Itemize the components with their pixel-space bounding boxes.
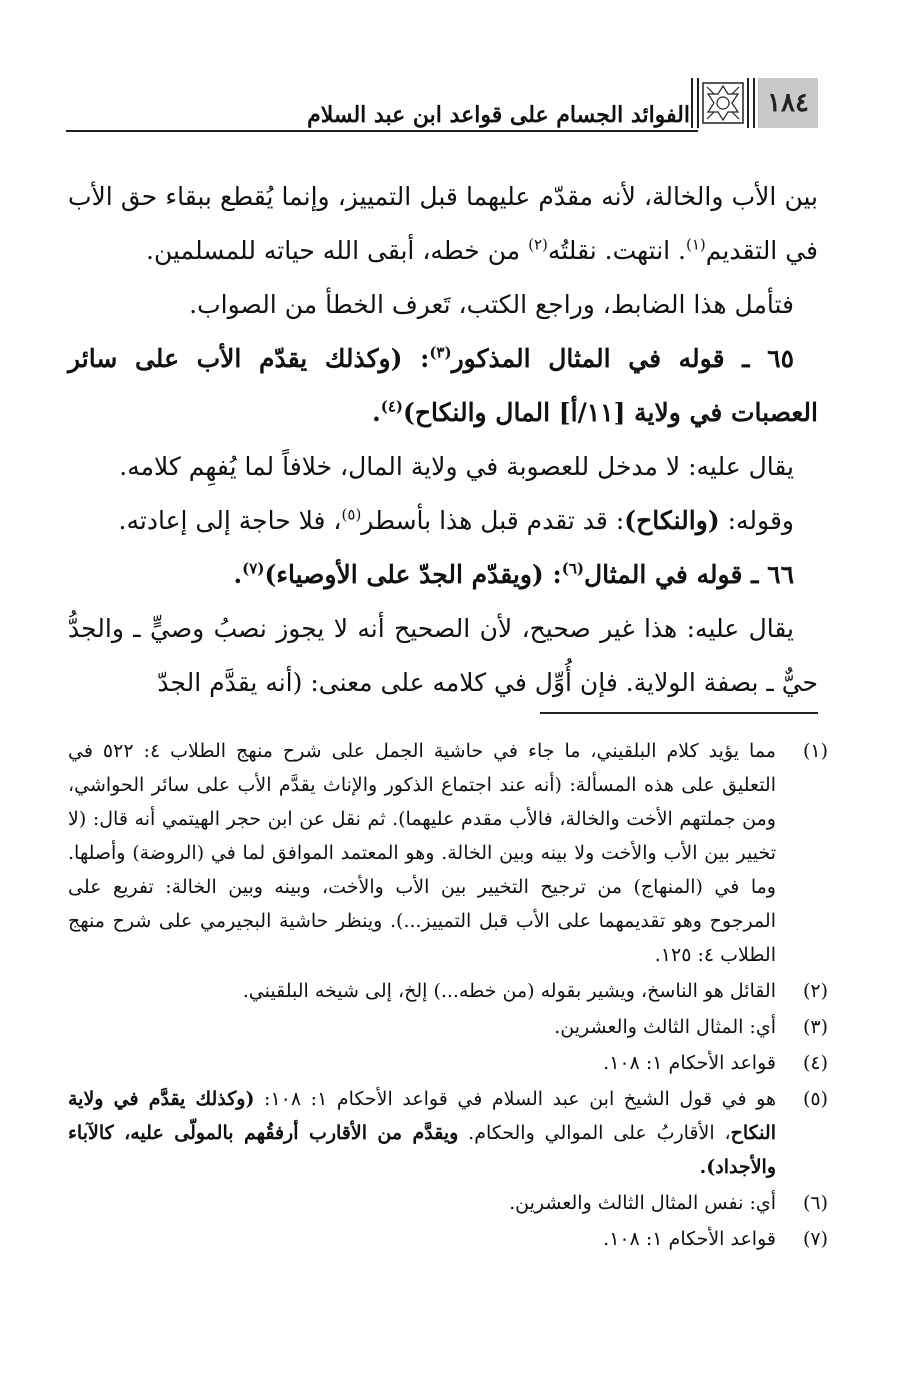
- bold-span: (والنكاح): [624, 506, 720, 535]
- footnote-text: أي: المثال الثالث والعشرين.: [554, 1016, 776, 1038]
- text-span: وقوله:: [719, 506, 794, 535]
- footnote-number: (٧): [802, 1228, 828, 1250]
- text-span: ، فلا حاجة إلى إعادته.: [118, 506, 342, 535]
- footnote-text: [68, 1082, 776, 1184]
- footnote-number: (٥): [802, 1088, 828, 1110]
- text-span: .: [233, 560, 243, 589]
- text-span: ، الأقاربُ على الموالي والحكام.: [458, 1122, 731, 1144]
- footnote: [68, 1010, 828, 1044]
- text-span: ٦٥ ـ قوله في المثال المذكور: [451, 344, 794, 373]
- footnote: [68, 1082, 828, 1184]
- text-span: : قد تقدم قبل هذا بأسطر: [361, 506, 625, 535]
- paragraph: يقال عليه: هذا غير صحيح، لأن الصحيح أنه لا يجوز نصبُ وصيٍّ ـ والجدُّ حيٌّ ـ بصفة الولاية. فإن أُوِّل في كلامه على معنى: (أنه يقدَّم الجدّ: [68, 614, 818, 697]
- footnotes: [68, 734, 828, 1258]
- footnote-text: قواعد الأحكام ١: ١٠٨.: [603, 1052, 776, 1074]
- text-span: ٦٦ ـ قوله في المثال: [583, 560, 794, 589]
- main-text: [68, 170, 818, 710]
- footnote-number: (٦): [802, 1192, 828, 1214]
- page-number: ١٨٤: [758, 78, 818, 128]
- footnote-ref: (٥): [341, 505, 362, 524]
- text-span: . انتهت. نقلتُه: [547, 236, 686, 265]
- footnote-ref: (٦): [561, 559, 584, 578]
- paragraph: [68, 494, 818, 548]
- footnote-ref: (٣): [429, 343, 452, 362]
- footnote: [68, 1222, 828, 1256]
- text-span: : (وكذلك يقدّم الأب على سائر العصبات في ولاية [١١/أ] المال والنكاح): [68, 344, 818, 427]
- text-span: هو في قول الشيخ ابن عبد السلام في قواعد الأحكام ١: ١٠٨:: [254, 1088, 777, 1110]
- footnote: [68, 974, 828, 1008]
- page-number-block: [688, 78, 818, 128]
- paragraph: [68, 170, 818, 278]
- footnote-text: قواعد الأحكام ١: ١٠٨.: [603, 1228, 776, 1250]
- bold-span: ويقدَّم من الأقارب أرفقُهم بالمولّى عليه، كالآباء والأجداد).: [68, 1122, 776, 1178]
- text-span: : (ويقدّم الجدّ على الأوصياء): [264, 560, 562, 589]
- text-span: بين الأب والخالة، لأنه مقدّم عليهما قبل التمييز، وإنما يُقطع ببقاء حق الأب في التقديم: [68, 182, 818, 265]
- section-heading: [68, 548, 818, 602]
- footnote-number: (٤): [802, 1052, 828, 1074]
- paragraph: فتأمل هذا الضابط، وراجع الكتب، تَعرف الخطأ من الصواب.: [189, 290, 794, 319]
- footnote: [68, 734, 828, 972]
- footnote: [68, 1186, 828, 1220]
- divider-bars: [747, 78, 755, 128]
- footnote-ref: (٧): [242, 559, 265, 578]
- ornament-icon: [702, 78, 745, 128]
- footnote-text: مما يؤيد كلام البلقيني، ما جاء في حاشية الجمل على شرح منهج الطلاب ٤: ٥٢٢ في التعليق على هذه المسألة: (أنه عند اجتماع الذكور والإناث يقدَّم الأب على سائر الحواشي، ومن جملتهم الأخت والخالة، فالأب مقدم عليهما). ثم نقل عن ابن حجر الهيتمي أنه قال: (لا تخيير بين الأب والأخت ولا بينه وبين الخالة. وهو المعتمد الموافق لما في (الروضة) وأصلها. وما في (المنهاج) من ترجيح التخيير بين الأب والأخت، وبينه وبين الخالة: تفريع على المرجوح وهو تقديمهما على الأب قبل التمييز...). وينظر حاشية البجيرمي على شرح منهج الطلاب ٤: ١٢٥.: [68, 740, 776, 966]
- footnote-separator: [540, 712, 818, 714]
- header-rule: [66, 130, 698, 132]
- footnote-ref: (١): [686, 235, 706, 254]
- text-span: من خطه، أبقى الله حياته للمسلمين.: [146, 236, 529, 265]
- footnote-text: أي: نفس المثال الثالث والعشرين.: [509, 1192, 776, 1214]
- footnote-number: (١): [802, 740, 828, 762]
- page-header: [66, 78, 818, 134]
- footnote-number: (٣): [802, 1016, 828, 1038]
- footnote: [68, 1046, 828, 1080]
- footnote-ref: (٢): [528, 235, 548, 254]
- divider-bars: [691, 78, 699, 128]
- section-heading: [68, 332, 818, 440]
- footnote-number: (٢): [802, 980, 828, 1002]
- bold-span: (وكذلك يقدَّم في ولاية النكاح: [68, 1088, 776, 1144]
- text-span: .: [372, 398, 381, 427]
- running-title: الفوائد الجسام على قواعد ابن عبد السلام: [307, 102, 690, 128]
- paragraph: يقال عليه: لا مدخل للعصوبة في ولاية المال، خلافاً لما يُفهِم كلامه.: [119, 452, 794, 481]
- footnote-ref: (٤): [380, 397, 404, 416]
- footnote-text: القائل هو الناسخ، ويشير بقوله (من خطه...) إلخ، إلى شيخه البلقيني.: [242, 980, 776, 1002]
